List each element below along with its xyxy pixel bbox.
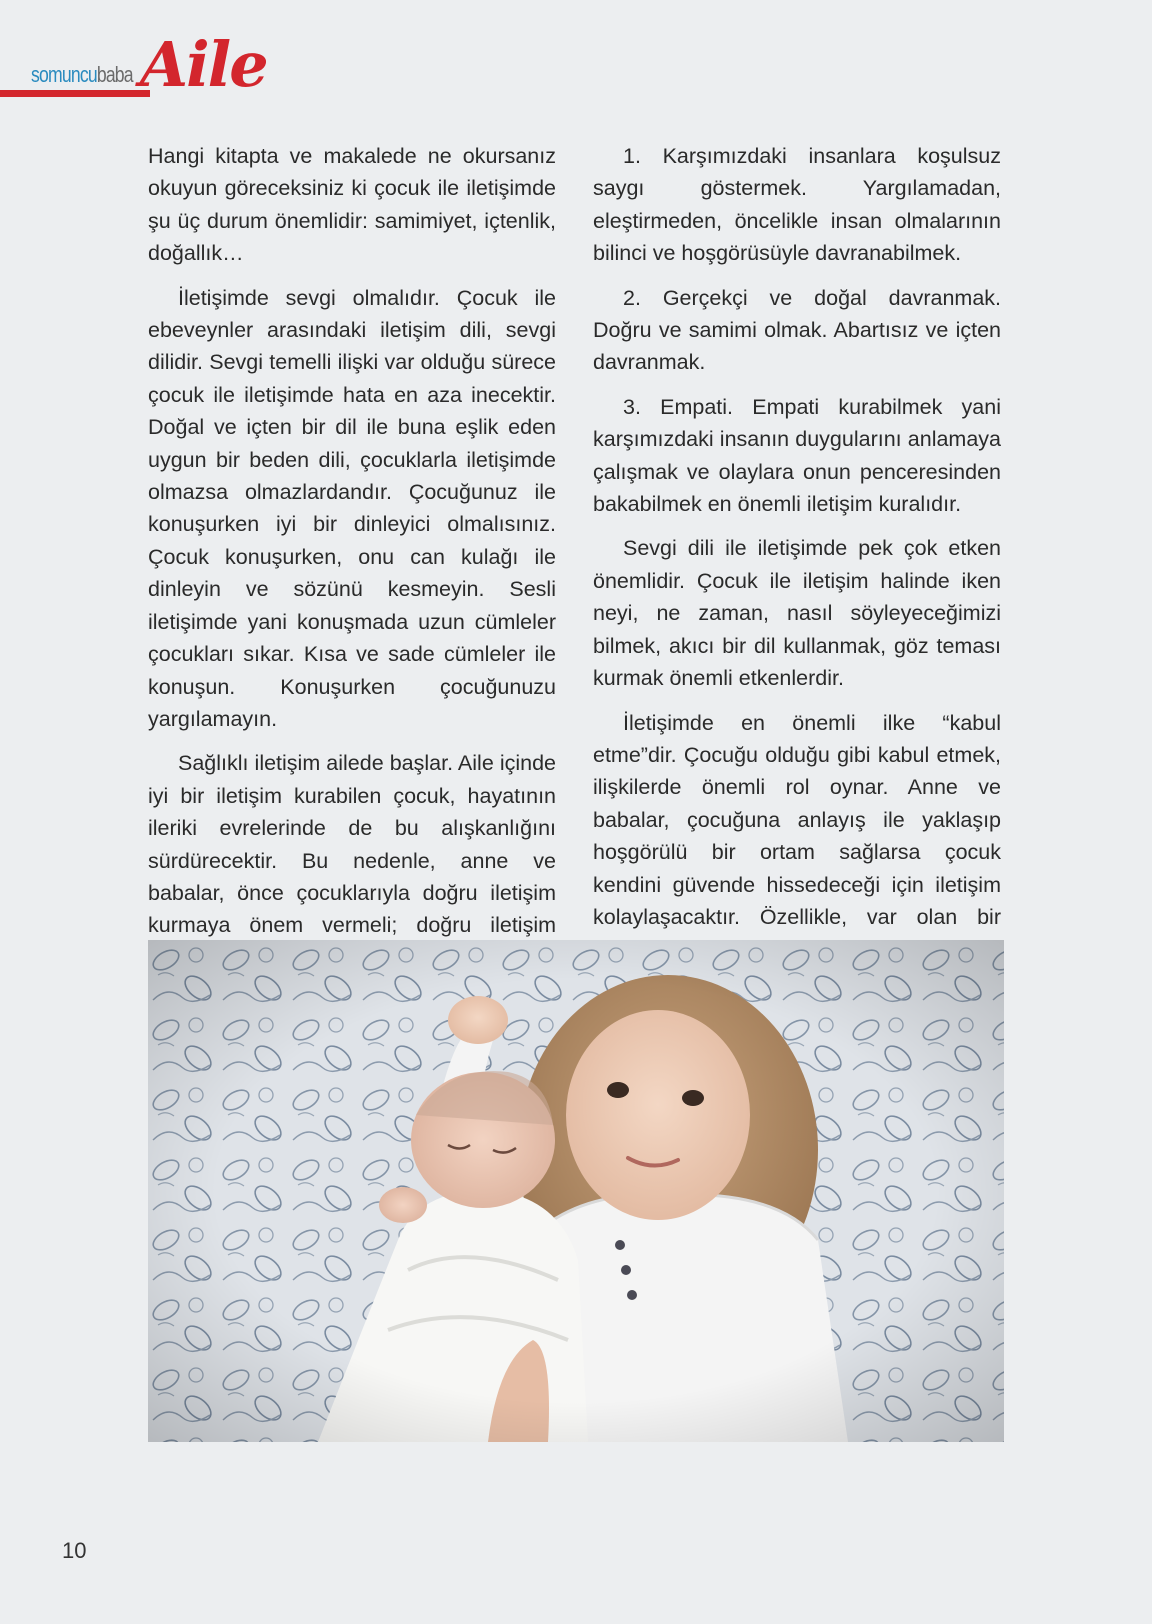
paragraph: Sağlıklı iletişim ailede başlar. Aile içinde iyi bir iletişim kurabilen çocuk, hayatının ileriki evrelerinde de bu alışkanlığını sürdürecektir. Bu nedenle, anne ve babalar, önce çocuklarıyla doğru iletişim kurmaya önem vermeli; doğru iletişim xyxy=(148,751,556,938)
left-column xyxy=(148,140,556,1019)
paragraph: 1. Karşımızdaki insanlara koşulsuz saygı göstermek. Yargılamadan, eleştirmeden, öncelikle insan olmalarının bilinci ve hoşgörüsüyle davranabilmek. xyxy=(593,144,1001,266)
right-column xyxy=(593,140,1001,1010)
paragraph: 3. Empati. Empati kurabilmek yani karşımızdaki insanın duygularını anlamaya çalışmak ve olaylara onun penceresinden bakabilmek en önemli iletişim kuralıdır. xyxy=(593,394,1001,517)
paragraph: 2. Gerçekçi ve doğal davranmak. Doğru ve samimi olmak. Abartısız ve içten davranmak. xyxy=(593,285,1001,375)
masthead xyxy=(0,28,267,108)
children-photo xyxy=(148,940,1004,1442)
paragraph: Sevgi dili ile iletişimde pek çok etken önemlidir. Çocuk ile iletişim halinde iken neyi, ne zaman, nasıl söyleyeceğimizi bilmek, akıcı bir dil kullanmak, göz teması kurmak önemli etkenlerdir. xyxy=(593,536,1001,691)
paragraph: Hangi kitapta ve makalede ne okursanız okuyun göreceksiniz ki çocuk ile iletişimde şu üç durum önemlidir: samimiyet, içtenlik, doğallık… xyxy=(148,144,556,266)
brand-logo xyxy=(31,62,133,88)
section-title: Aile xyxy=(140,28,267,101)
paragraph: İletişimde sevgi olmalıdır. Çocuk ile ebeveynler arasındaki iletişim dili, sevgi dilidir. Sevgi temelli ilişki var olduğu sürece çocuk ile iletişimde hata en aza inecektir. Doğal ve içten bir dil ile buna eşlik eden uygun bir beden dili, çocuklarla iletişimde olmazsa olmazlardandır. Çocuğunuz ile konuşurken iyi bir dinleyici olmalısınız. Çocuk konuşurken, onu can kulağı ile dinleyin ve sözünü kesmeyin. Sesli iletişimde yani konuşmada uzun cümleler çocukları sıkar. Kısa ve sade cümleler ile konuşun. Konuşurken çocuğunuzu yargılamayın. xyxy=(148,285,556,731)
brand-part2: baba xyxy=(96,62,133,87)
paragraph: İletişimde en önemli ilke “kabul etme”dir. Çocuğu olduğu gibi kabul etmek, ilişkilerde önemli rol oynar. Anne ve babalar, çocuğuna anlayış ile yaklaşıp hoşgörülü bir ortam sağlarsa çocuk kendini güvende hissedeceği için iletişim kolaylaşacaktır. Özellikle, var olan bir xyxy=(593,710,1001,929)
masthead-rule xyxy=(0,90,150,97)
page-number: 10 xyxy=(62,1538,87,1563)
brand-part1: somuncu xyxy=(31,62,97,87)
